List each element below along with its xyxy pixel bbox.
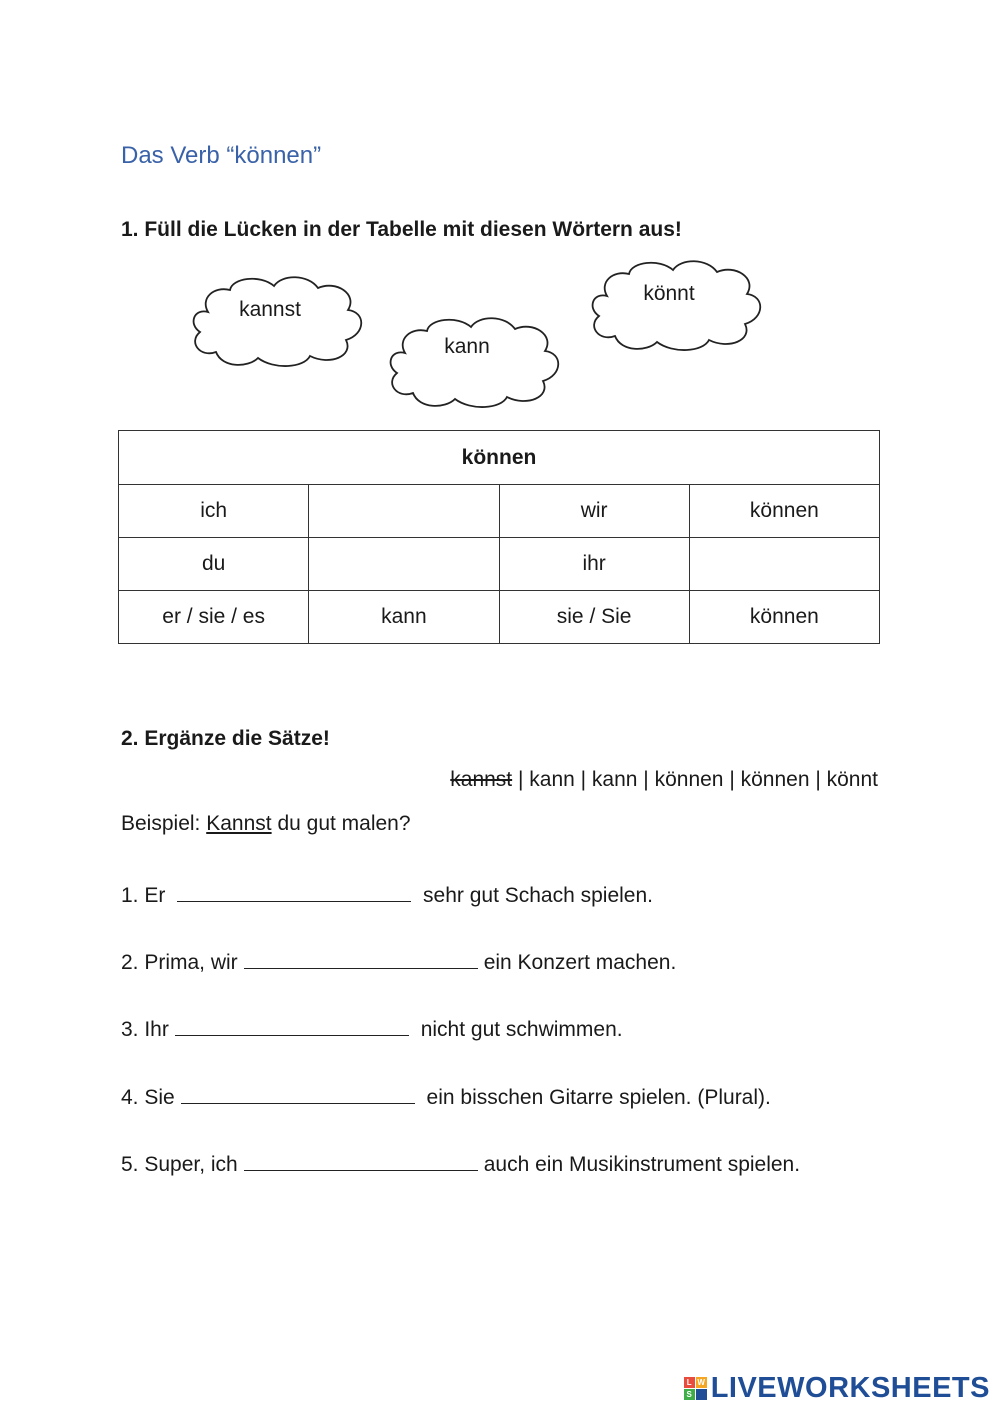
sentence-end: sehr gut Schach spielen.: [417, 884, 653, 907]
cloud-shape-icon: [585, 258, 767, 354]
sentence-start: 3. Ihr: [121, 1018, 169, 1041]
sentence-end: auch ein Musikinstrument spielen.: [483, 1153, 801, 1176]
sentence-1: [121, 883, 653, 908]
answer-blank[interactable]: [244, 950, 478, 969]
table-row: [119, 591, 880, 644]
cloud-shape-icon: [186, 272, 368, 372]
logo-text: LIVEWORKSHEETS: [710, 1372, 990, 1404]
logo-mark-cell: L: [684, 1377, 695, 1388]
word-bank-struck: kannst: [450, 768, 513, 791]
task1-heading: 1. Füll die Lücken in der Tabelle mit diesen Wörtern aus!: [121, 218, 682, 241]
pronoun-cell: ich: [119, 485, 309, 538]
answer-cell[interactable]: [689, 538, 879, 591]
cloud-word: könnt: [643, 282, 695, 305]
sentence-start: 5. Super, ich: [121, 1153, 238, 1176]
answer-blank[interactable]: [244, 1152, 478, 1171]
conjugation-table: [118, 430, 880, 644]
verb-cell: können: [689, 591, 879, 644]
cloud-shape-icon: [383, 315, 565, 411]
sentence-start: 2. Prima, wir: [121, 951, 238, 974]
example-sentence: [121, 812, 411, 836]
sentence-5: [121, 1152, 800, 1177]
example-prefix: Beispiel:: [121, 812, 207, 835]
sentence-end: nicht gut schwimmen.: [414, 1018, 623, 1041]
pronoun-cell: er / sie / es: [119, 591, 309, 644]
pronoun-cell: sie / Sie: [499, 591, 689, 644]
answer-blank[interactable]: [181, 1085, 415, 1104]
logo-mark-cell: [696, 1389, 707, 1400]
pronoun-cell: ihr: [499, 538, 689, 591]
logo-mark-cell: S: [684, 1389, 695, 1400]
table-header: können: [119, 431, 880, 485]
answer-cell[interactable]: [309, 485, 499, 538]
logo-mark-cell: W: [697, 1378, 705, 1387]
sentence-3: [121, 1017, 623, 1042]
answer-cell[interactable]: [309, 538, 499, 591]
answer-blank[interactable]: [175, 1017, 409, 1036]
answer-blank[interactable]: [177, 883, 411, 902]
sentence-end: ein bisschen Gitarre spielen. (Plural).: [420, 1086, 771, 1109]
cloud-kannst[interactable]: [186, 272, 368, 372]
sentence-start: 1. Er: [121, 884, 172, 907]
verb-cell: kann: [309, 591, 499, 644]
page-title: Das Verb “können”: [121, 142, 322, 169]
example-suffix: du gut malen?: [271, 812, 411, 835]
cloud-koennt[interactable]: [585, 258, 767, 354]
cloud-word: kann: [444, 335, 490, 358]
sentence-2: [121, 950, 676, 975]
cloud-word: kannst: [239, 298, 301, 321]
liveworksheets-logo[interactable]: [684, 1372, 990, 1405]
word-bank-rest: | kann | kann | können | können | könnt: [512, 768, 878, 791]
example-word: Kannst: [206, 812, 272, 835]
logo-mark-icon: [684, 1377, 707, 1400]
table-row: [119, 485, 880, 538]
verb-cell: können: [689, 485, 879, 538]
pronoun-cell: du: [119, 538, 309, 591]
sentence-end: ein Konzert machen.: [483, 951, 677, 974]
word-bank: [450, 768, 878, 792]
sentence-4: [121, 1085, 771, 1110]
task2-heading: 2. Ergänze die Sätze!: [121, 727, 330, 750]
table-row: [119, 538, 880, 591]
pronoun-cell: wir: [499, 485, 689, 538]
cloud-kann[interactable]: [383, 315, 565, 411]
sentence-start: 4. Sie: [121, 1086, 175, 1109]
